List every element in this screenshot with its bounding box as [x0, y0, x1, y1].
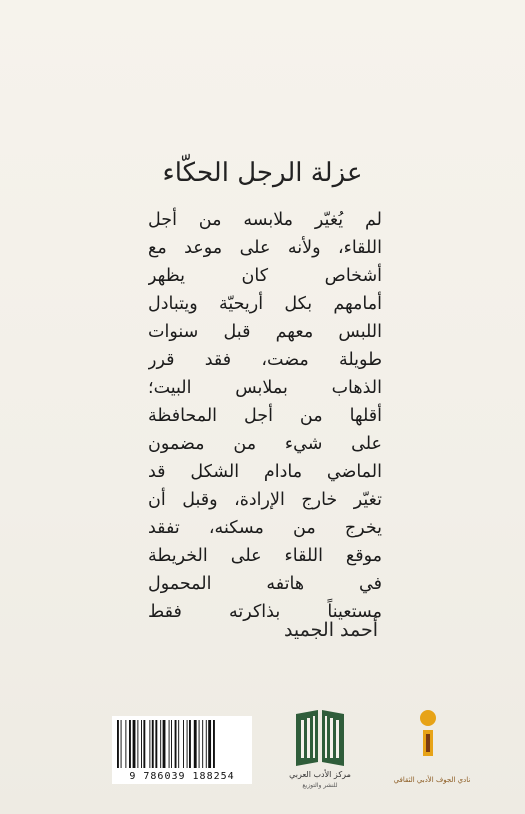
blurb-line: أشخاص كان يظهر [148, 266, 382, 286]
barcode-bars-icon [117, 720, 247, 768]
blurb-line: تغيّر خارج الإرادة، وقبل أن [148, 490, 382, 510]
isbn-barcode [112, 716, 252, 784]
isbn-number: 9 786039 188254 [129, 771, 235, 782]
blurb-line: مستعيناً بذاكرته فقط [148, 602, 382, 622]
blurb-line: الذهاب بملابس البيت؛ [148, 378, 382, 398]
literary-club-logo-icon [398, 700, 458, 774]
blurb-line: طويلة مضت، فقد قرر [148, 350, 382, 370]
blurb-line: لم يُغيّر ملابسه من أجل [148, 210, 382, 230]
publisher-name: مركز الأدب العربي [289, 770, 351, 779]
blurb-line: في هاتفه المحمول [148, 574, 382, 594]
blurb-line: الماضي مادام الشكل قد [148, 462, 382, 482]
blurb-line: أمامهم بكل أريحيّة ويتبادل [148, 294, 382, 314]
blurb-line: أقلها من أجل المحافظة [148, 406, 382, 426]
blurb-line: اللبس معهم قبل سنوات [148, 322, 382, 342]
literary-club-name: نادي الجوف الأدبي الثقافي [393, 776, 471, 784]
publisher-subtitle: للنشر والتوزيع [302, 782, 338, 789]
blurb-line: موقع اللقاء على الخريطة [148, 546, 382, 566]
blurb-line: على شيء من مضمون [148, 434, 382, 454]
blurb-line: اللقاء، ولأنه على موعد مع [148, 238, 382, 258]
author-name: أحمد الجميد [283, 619, 378, 641]
blurb-line: يخرج من مسكنه، تفقد [148, 518, 382, 538]
book-title: عزلة الرجل الحكّاء [162, 158, 363, 188]
blurb-text [148, 206, 382, 626]
